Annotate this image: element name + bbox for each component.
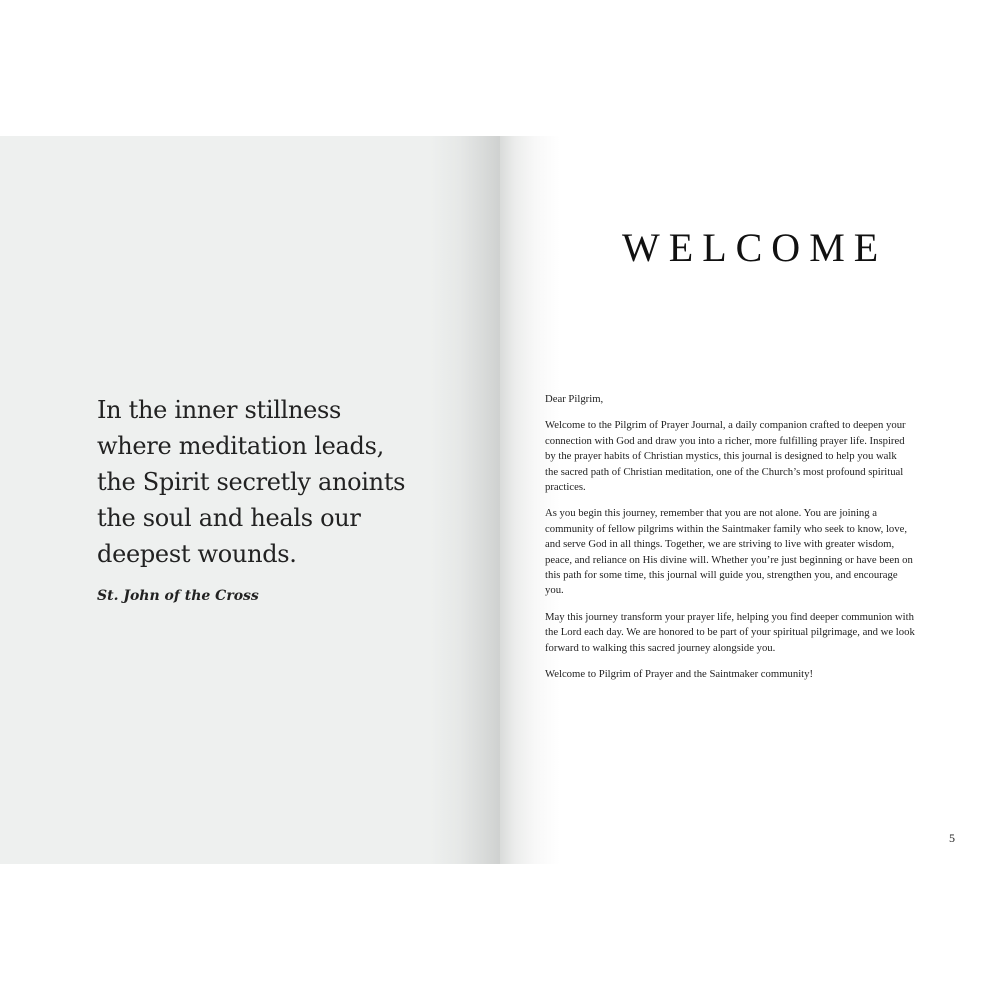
quote-line: the Spirit secretly anoints	[97, 468, 406, 496]
paragraph-line: connection with God and draw you into a richer, more fulfilling prayer life. Inspired	[545, 434, 905, 447]
paragraph-line: May this journey transform your prayer life, helping you find deeper communion with	[545, 610, 914, 623]
quote-line: the soul and heals our	[97, 504, 361, 532]
paragraph-line: and serve God in all things. Together, we are striving to live with greater wisdom,	[545, 538, 895, 551]
quote-line: deepest wounds.	[97, 540, 297, 568]
letter-paragraph	[545, 610, 955, 656]
page-number: 5	[949, 831, 955, 845]
paragraph-line: peace, and reliance on His divine will. Whether you’re just beginning or have been on	[545, 553, 913, 566]
welcome-letter	[545, 392, 955, 694]
paragraph-line: this path for some time, this journal will guide you, strengthen you, and encourage	[545, 569, 898, 582]
quote-line: In the inner stillness	[97, 396, 342, 424]
page-title: WELCOME	[622, 225, 888, 270]
paragraph-line: Welcome to Pilgrim of Prayer and the Saintmaker community!	[545, 668, 814, 681]
letter-greeting: Dear Pilgrim,	[545, 393, 604, 405]
book-spread	[0, 136, 1000, 864]
paragraph-line: you.	[545, 584, 564, 597]
quote	[97, 392, 417, 572]
paragraph-line: practices.	[545, 481, 586, 494]
left-page	[0, 136, 500, 864]
paragraph-line: Welcome to the Pilgrim of Prayer Journal, a daily companion crafted to deepen your	[545, 419, 906, 432]
quote-attribution: St. John of the Cross	[97, 588, 259, 604]
paragraph-line: by the prayer habits of Christian mystics, this journal is designed to help you walk	[545, 450, 897, 463]
paragraph-line: the sacred path of Christian meditation, one of the Church’s most profound spiritual	[545, 465, 904, 478]
letter-paragraph	[545, 667, 955, 682]
paragraph-line: the Lord each day. We are honored to be part of your spiritual pilgrimage, and we look	[545, 626, 915, 639]
paragraph-line: forward to walking this sacred journey alongside you.	[545, 641, 776, 654]
paragraph-line: community of fellow pilgrims within the Saintmaker family who seek to know, love,	[545, 522, 908, 535]
letter-paragraph	[545, 506, 955, 598]
quote-line: where meditation leads,	[97, 432, 384, 460]
letter-paragraph	[545, 418, 955, 495]
paragraph-line: As you begin this journey, remember that you are not alone. You are joining a	[545, 507, 878, 520]
